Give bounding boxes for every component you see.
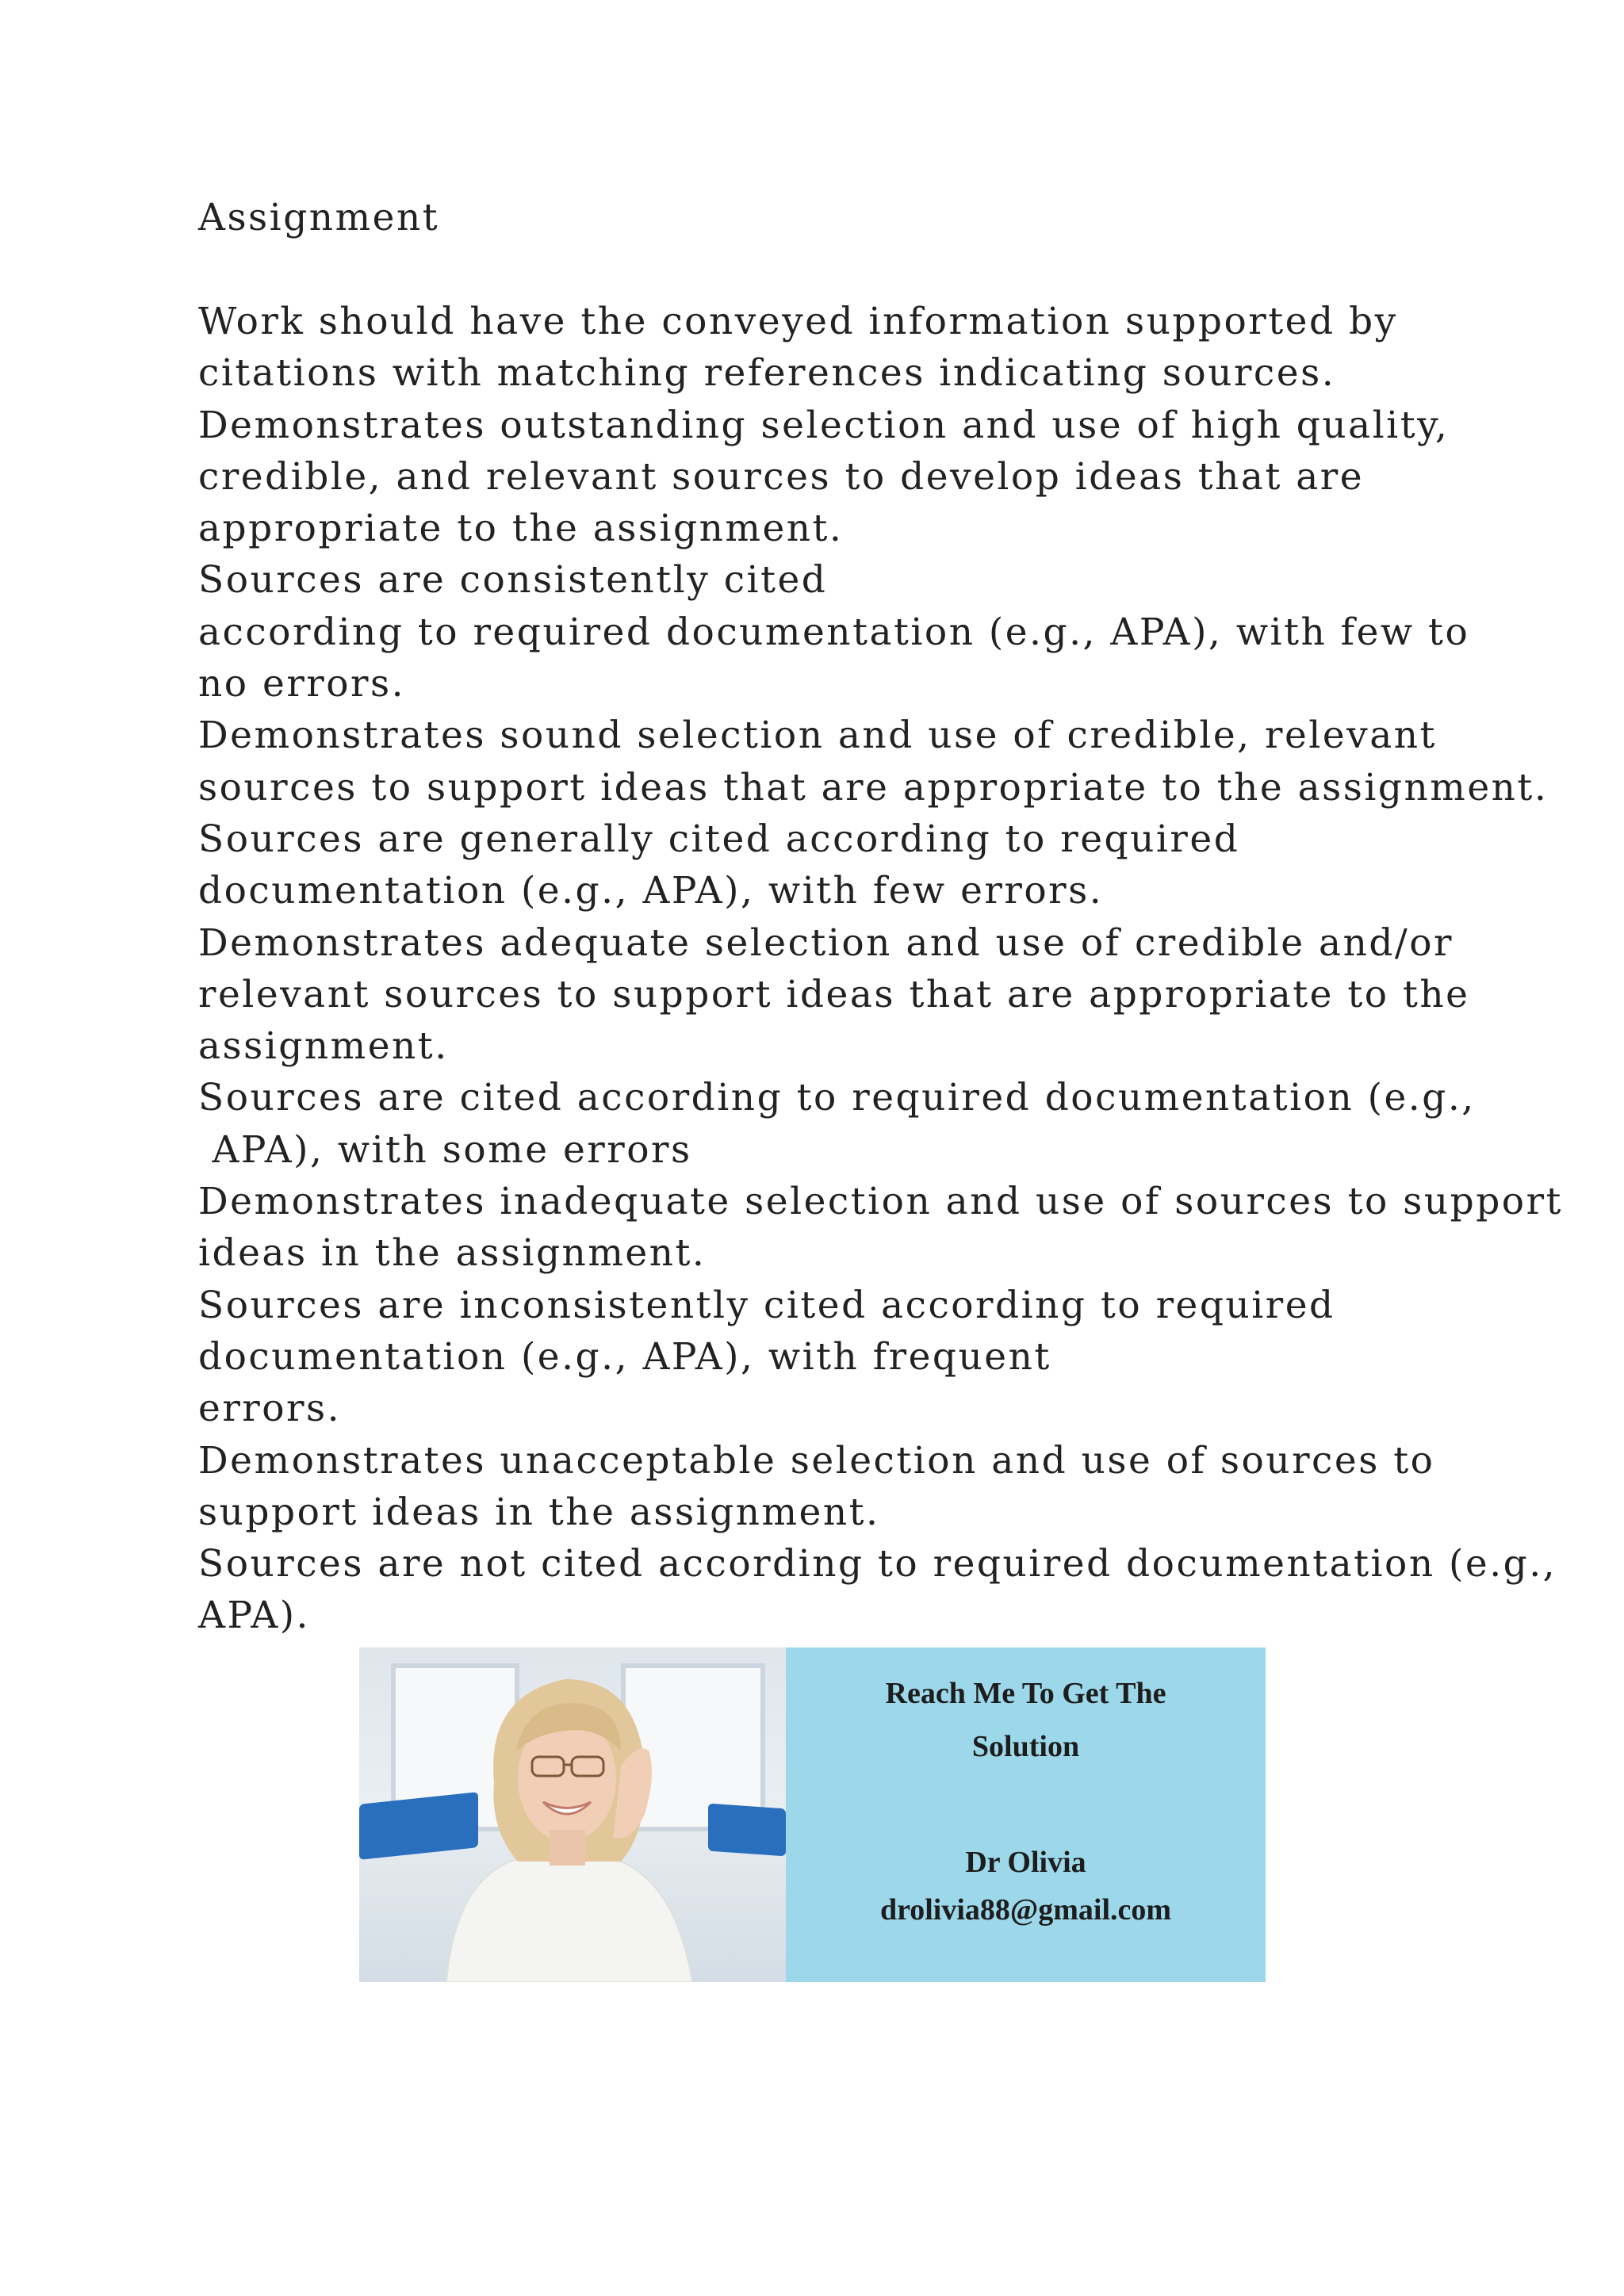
body-line: sources to support ideas that are appropriate to the assignment. <box>198 765 1549 809</box>
document-title: Assignment <box>198 196 440 239</box>
body-line: APA). <box>198 1594 310 1638</box>
body-line: documentation (e.g., APA), with frequent <box>198 1334 1051 1379</box>
body-line: Work should have the conveyed information supported by <box>198 300 1398 343</box>
contact-email[interactable]: drolivia88@gmail.com <box>879 1893 1172 1927</box>
contact-name: Dr Olivia <box>965 1846 1086 1879</box>
body-line: APA), with some errors <box>198 1127 692 1172</box>
body-line: Sources are generally cited according to required <box>198 817 1240 861</box>
body-line: documentation (e.g., APA), with few errors. <box>198 869 1104 913</box>
body-line: Sources are cited according to required documentation (e.g., <box>198 1076 1476 1120</box>
body-line: Demonstrates outstanding selection and use of high quality, <box>198 403 1450 447</box>
body-line: Sources are inconsistently cited according to required <box>198 1283 1335 1327</box>
body-line: errors. <box>198 1387 342 1431</box>
document-body <box>198 296 1563 1642</box>
contact-info-panel <box>786 1647 1266 1982</box>
body-line: Sources are consistently cited <box>198 558 828 603</box>
person-illustration <box>359 1647 786 1982</box>
body-line: Demonstrates unacceptable selection and use of sources to <box>198 1438 1435 1483</box>
body-line: credible, and relevant sources to develop ideas that are <box>198 454 1365 499</box>
body-line: Demonstrates adequate selection and use of credible and/or <box>198 920 1454 965</box>
body-line: ideas in the assignment. <box>198 1231 707 1276</box>
contact-banner <box>359 1647 1266 1982</box>
banner-heading: Reach Me To Get The <box>885 1677 1166 1710</box>
woman-photo <box>359 1647 786 1982</box>
body-line: Demonstrates sound selection and use of credible, relevant <box>198 714 1437 758</box>
body-line: assignment. <box>198 1024 449 1069</box>
body-line: appropriate to the assignment. <box>198 507 844 551</box>
body-line: citations with matching references indicating sources. <box>198 351 1336 396</box>
body-line: relevant sources to support ideas that are appropriate to the <box>198 972 1470 1016</box>
banner-heading-2: Solution <box>971 1730 1080 1763</box>
body-line: Demonstrates inadequate selection and use of sources to support <box>198 1180 1563 1224</box>
body-line: according to required documentation (e.g., APA), with few to <box>198 610 1470 654</box>
body-line: Sources are not cited according to required documentation (e.g., <box>198 1542 1557 1586</box>
body-line: no errors. <box>198 662 406 706</box>
body-line: support ideas in the assignment. <box>198 1490 880 1534</box>
